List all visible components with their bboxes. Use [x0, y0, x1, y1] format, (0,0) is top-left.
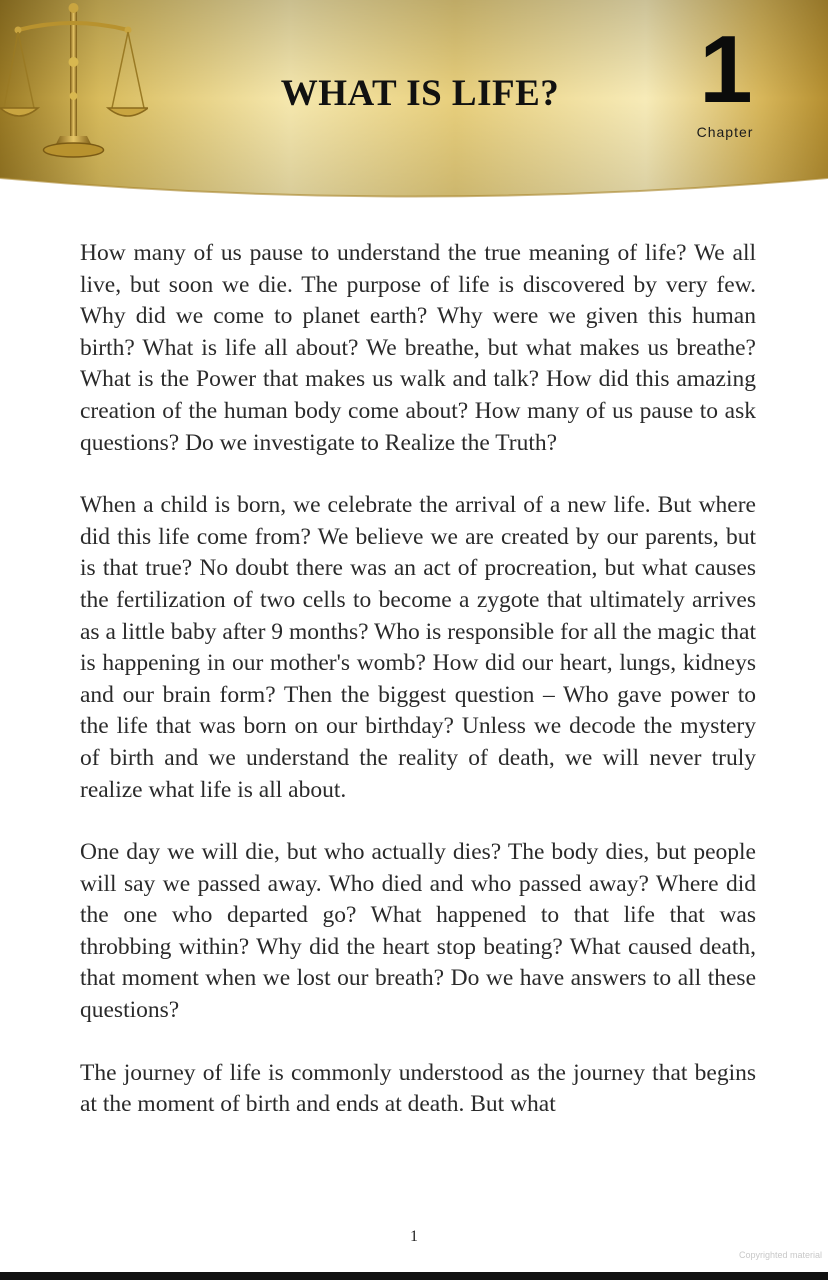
chapter-header-banner	[0, 0, 828, 210]
page-number: 1	[410, 1228, 418, 1245]
bottom-edge-bar	[0, 1272, 828, 1280]
chapter-label: Chapter	[696, 124, 754, 140]
paragraph: One day we will die, but who actually dies? The body dies, but people will say we passed away. Who died and who passed away? Where did the one who departed go? What happened to that life that was throbbing within? Why did the heart stop beating? What caused death, that moment when we lost our breath? Do we have answers to all these questions?	[80, 839, 756, 1024]
chapter-number: 1	[699, 16, 753, 123]
scales-of-justice-icon	[0, 0, 148, 160]
paragraph: How many of us pause to understand the true meaning of life? We all live, but soon we die. The purpose of life is discovered by very few. Why did we come to planet earth? Why were we given this human birth? What is life all about? We breathe, but what makes us breathe? What is the Power that makes us walk and talk? How did this amazing creation of the human body come about? How many of us pause to ask questions? Do we investigate to Realize the Truth?	[80, 240, 756, 456]
copyright-watermark: Copyrighted material	[738, 1250, 822, 1260]
chapter-body	[80, 238, 756, 1121]
paragraph: When a child is born, we celebrate the arrival of a new life. But where did this life come from? We believe we are created by our parents, but is that true? No doubt there was an act of procreation, but what causes the fertilization of two cells to become a zygote that ultimately arrives as a little baby after 9 months? Who is responsible for all the magic that is happening in our mother's womb? How did our heart, lungs, kidneys and our brain form? Then the biggest question – Who gave power to the life that was born on our birthday? Unless we decode the mystery of birth and we understand the reality of death, we will never truly realize what life is all about.	[80, 492, 756, 803]
paragraph: The journey of life is commonly understood as the journey that begins at the moment of birth and ends at death. But what	[80, 1059, 756, 1118]
chapter-title: WHAT IS LIFE?	[280, 73, 560, 114]
